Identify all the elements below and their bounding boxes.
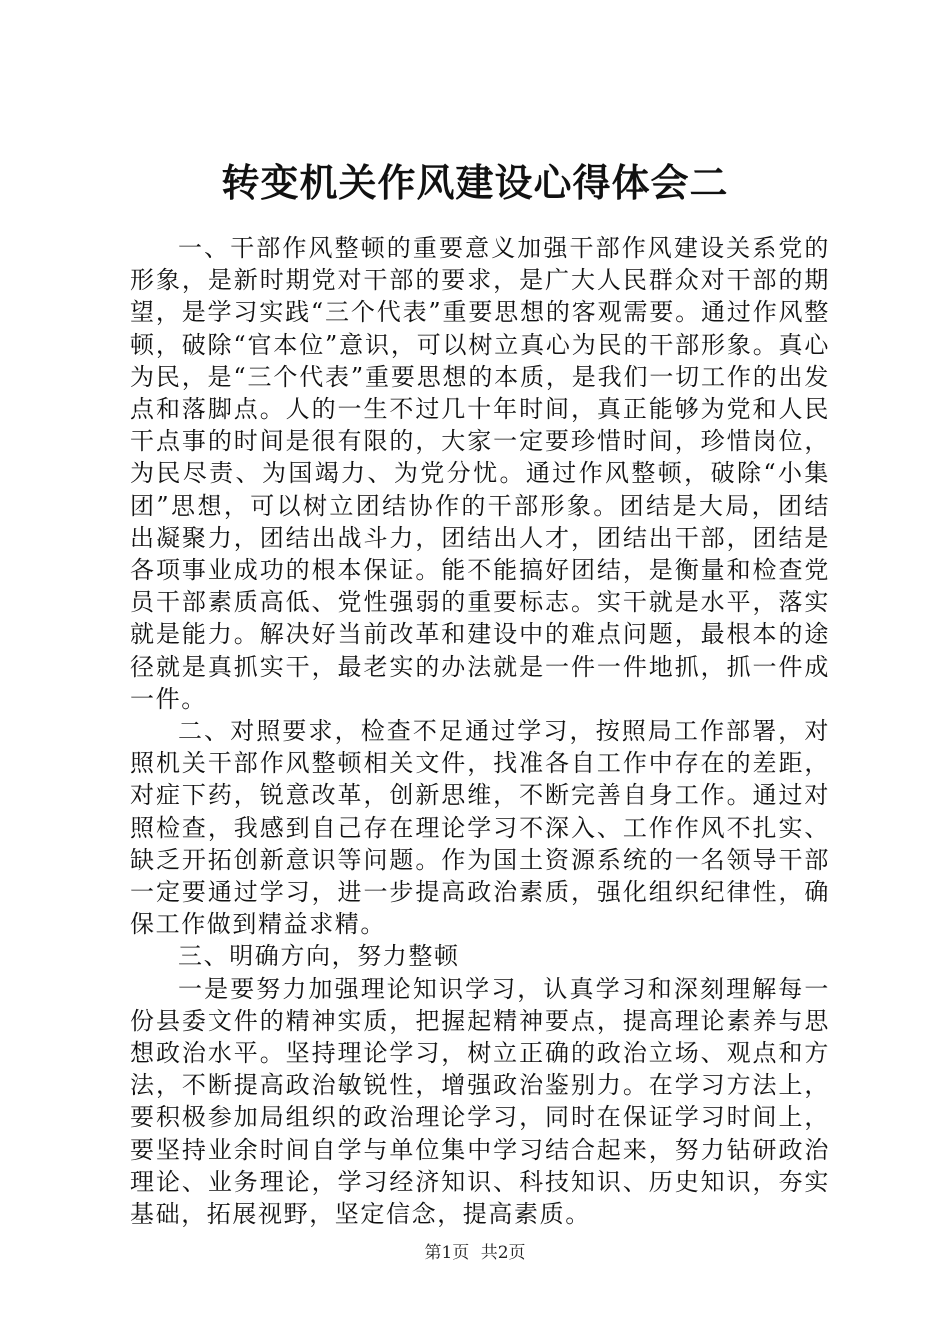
paragraph-2: 二、对照要求，检查不足通过学习，按照局工作部署，对照机关干部作风整顿相关文件，找准各自工作中存在的差距，对症下药，锐意改革，创新思维，不断完善自身工作。通过对照检查，我感到自己存在理论学习不深入、工作作风不扎实、缺乏开拓创新意识等问题。作为国土资源系统的一名领导干部一定要通过学习，进一步提高政治素质，强化组织纪律性，确保工作做到精益求精。 <box>130 717 830 939</box>
document-body <box>130 232 830 1230</box>
page-number: 第1页 <box>424 1243 470 1263</box>
document-title: 转变机关作风建设心得体会二 <box>221 161 729 205</box>
page-footer <box>0 1241 950 1265</box>
paragraph-1: 一、干部作风整顿的重要意义加强干部作风建设关系党的形象，是新时期党对干部的要求，是广大人民群众对干部的期望，是学习实践“三个代表”重要思想的客观需要。通过作风整顿，破除“官本位”意识，可以树立真心为民的干部形象。真心为民，是“三个代表”重要思想的本质，是我们一切工作的出发点和落脚点。人的一生不过几十年时间，真正能够为党和人民干点事的时间是很有限的，大家一定要珍惜时间，珍惜岗位，为民尽责、为国竭力、为党分忧。通过作风整顿，破除“小集团”思想，可以树立团结协作的干部形象。团结是大局，团结出凝聚力，团结出战斗力，团结出人才，团结出干部，团结是各项事业成功的根本保证。能不能搞好团结，是衡量和检查党员干部素质高低、党性强弱的重要标志。实干就是水平，落实就是能力。解决好当前改革和建设中的难点问题，最根本的途径就是真抓实干，最老实的办法就是一件一件地抓，抓一件成一件。 <box>130 234 830 713</box>
paragraph-3: 三、明确方向，努力整顿 <box>178 942 460 971</box>
paragraph-4: 一是要努力加强理论知识学习，认真学习和深刻理解每一份县委文件的精神实质，把握起精神要点，提高理论素养与思想政治水平。坚持理论学习，树立正确的政治立场、观点和方法，不断提高政治敏锐性，增强政治鉴别力。在学习方法上，要积极参加局组织的政治理论学习，同时在保证学习时间上，要坚持业余时间自学与单位集中学习结合起来，努力钻研政治理论、业务理论，学习经济知识、科技知识、历史知识，夯实基础，拓展视野，坚定信念，提高素质。 <box>130 974 830 1229</box>
page-total: 共2页 <box>480 1243 526 1263</box>
